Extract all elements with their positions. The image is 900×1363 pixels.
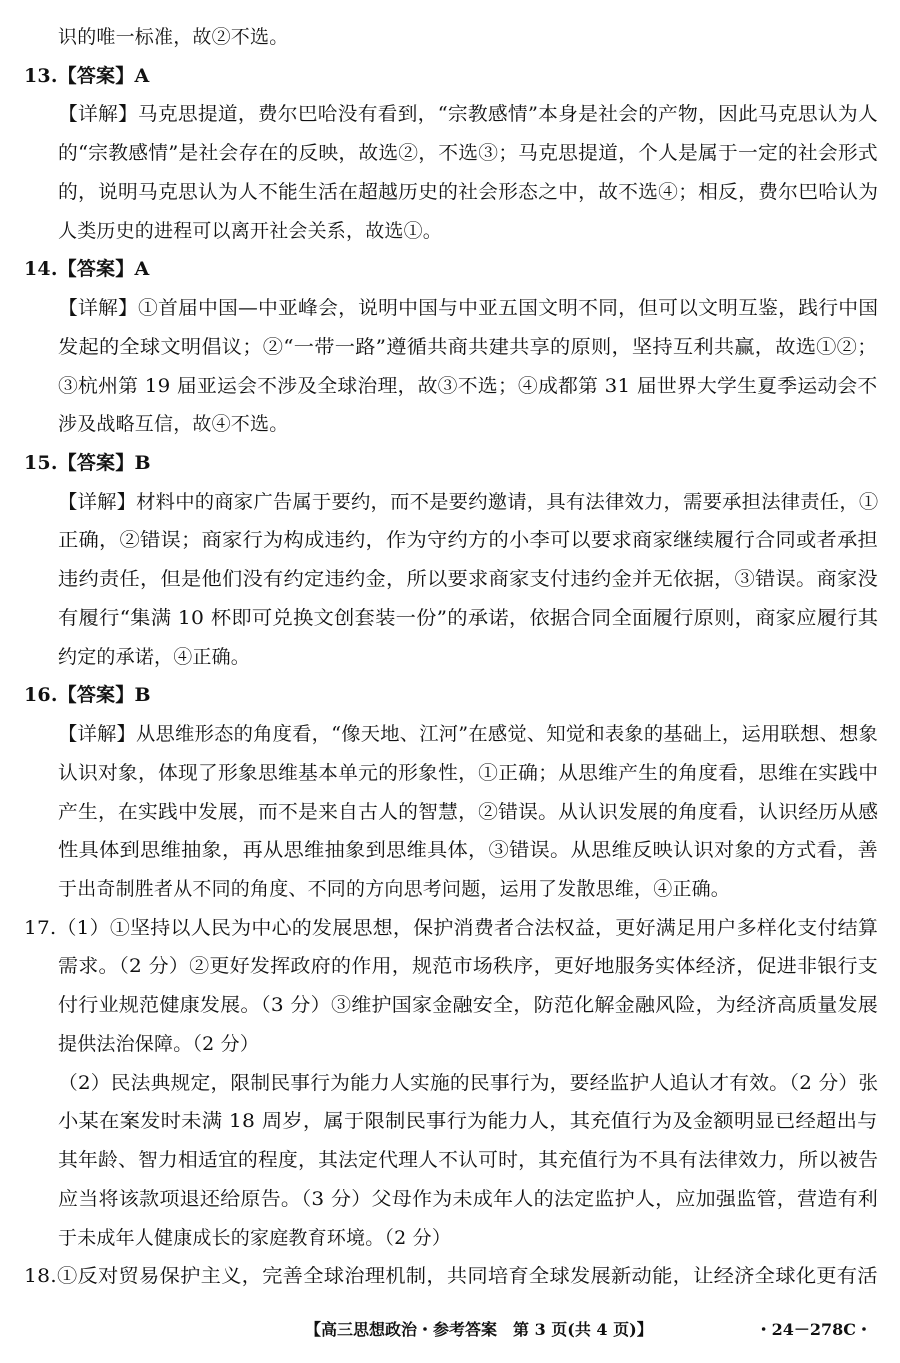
text-line: ③杭州第 19 届亚运会不涉及全球治理，故③不选；④成都第 31 届世界大学生夏季运动会不: [58, 375, 878, 397]
text-line: 提供法治保障。（2 分）: [58, 1033, 260, 1055]
page-footer: 【高三思想政治・参考答案 第 3 页(共 4 页)】: [305, 1320, 653, 1339]
text-line: 小某在案发时未满 18 周岁，属于限制民事行为能力人，其充值行为及金额明显已经超出与: [58, 1110, 878, 1132]
text-line: 其年龄、智力相适宜的程度，其法定代理人不认可时，其充值行为不具有法律效力，所以被告: [58, 1149, 879, 1171]
text-line: 正确，②错误；商家行为构成违约，作为守约方的小李可以要求商家继续履行合同或者承担: [58, 529, 879, 551]
text-line: 【详解】从思维形态的角度看，“像天地、江河”在感觉、知觉和表象的基础上，运用联想、想象: [58, 723, 879, 745]
text-line: 性具体到思维抽象，再从思维抽象到思维具体，③错误。从思维反映认识对象的方式看，善: [58, 839, 879, 861]
text-line: 付行业规范健康发展。（3 分）③维护国家金融安全，防范化解金融风险，为经济高质量发展: [58, 994, 879, 1016]
text-line: 认识对象，体现了形象思维基本单元的形象性，①正确；从思维产生的角度看，思维在实践中: [58, 762, 879, 784]
text-line: 产生，在实践中发展，而不是来自古人的智慧，②错误。从认识发展的角度看，认识经历从感: [58, 801, 879, 823]
text-line: 18.①反对贸易保护主义，完善全球治理机制，共同培育全球发展新动能，让经济全球化更有活: [24, 1265, 878, 1287]
answer-heading-13: 13.【答案】A: [24, 65, 150, 87]
text-line: 的“宗教感情”是社会存在的反映，故选②，不选③；马克思提道，个人是属于一定的社会形式: [58, 142, 878, 164]
text-line: 违约责任，但是他们没有约定违约金，所以要求商家支付违约金并无依据，③错误。商家没: [58, 568, 879, 590]
text-line: 【详解】马克思提道，费尔巴哈没有看到，“宗教感情”本身是社会的产物，因此马克思认为人: [58, 103, 878, 125]
text-line: 【详解】材料中的商家广告属于要约，而不是要约邀请，具有法律效力，需要承担法律责任，①: [58, 491, 879, 513]
answer-heading-14: 14.【答案】A: [24, 258, 150, 280]
text-line: 人类历史的进程可以离开社会关系，故选①。: [58, 220, 443, 242]
text-line: 应当将该款项退还给原告。（3 分）父母作为未成年人的法定监护人，应加强监管，营造有利: [58, 1188, 879, 1210]
answer-heading-15: 15.【答案】B: [24, 452, 151, 474]
page-code: ・24－278C・: [755, 1320, 872, 1339]
text-line: 约定的承诺，④正确。: [58, 646, 251, 668]
text-line: 需求。（2 分）②更好发挥政府的作用，规范市场秩序，更好地服务实体经济，促进非银行支: [58, 955, 879, 977]
text-line: 的，说明马克思认为人不能生活在超越历史的社会形态之中，故不选④；相反，费尔巴哈认为: [58, 181, 879, 203]
question-17-part-1: 17.（1）①坚持以人民为中心的发展思想，保护消费者合法权益，更好满足用户多样化支付结算: [24, 917, 879, 939]
text-line: 有履行“集满 10 杯即可兑换文创套装一份”的承诺，依据合同全面履行原则，商家应履行其: [58, 607, 879, 629]
text-line: 于出奇制胜者从不同的角度、不同的方向思考问题，运用了发散思维，④正确。: [58, 878, 731, 900]
text-line: 于未成年人健康成长的家庭教育环境。（2 分）: [58, 1227, 452, 1249]
text-line: 【详解】①首届中国—中亚峰会，说明中国与中亚五国文明不同，但可以文明互鉴，践行中国: [58, 297, 879, 319]
text-line: 发起的全球文明倡议；②“一带一路”遵循共商共建共享的原则，坚持互利共赢，故选①②；: [58, 336, 878, 358]
answer-heading-16: 16.【答案】B: [24, 684, 151, 706]
question-17-part-2: （2）民法典规定，限制民事行为能力人实施的民事行为，要经监护人追认才有效。（2 分）张: [58, 1072, 879, 1094]
text-line: 识的唯一标准，故②不选。: [58, 26, 289, 48]
text-line: 涉及战略互信，故④不选。: [58, 413, 289, 435]
